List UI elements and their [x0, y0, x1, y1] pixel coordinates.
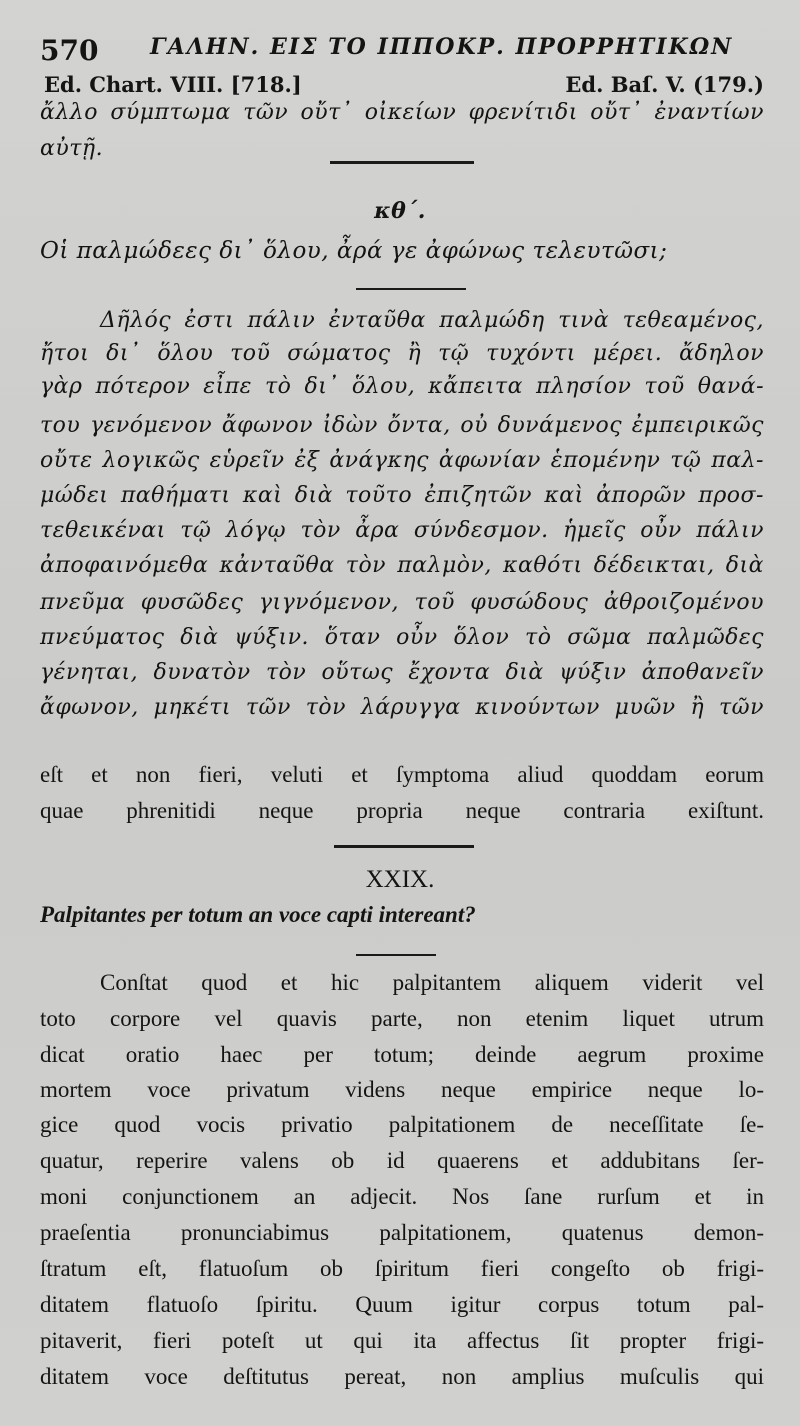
greek-commentary-line: ἀποφαινόμεθα κἀνταῦθα τὸν παλμὸν, καθότι δέδεικται, διὰ [40, 553, 764, 578]
section-divider [334, 845, 474, 848]
edition-reference-right: Ed. Baſ. V. (179.) [565, 72, 764, 97]
latin-commentary-line: dicat oratio haec per totum; deinde aegrum proxime [40, 1042, 764, 1067]
greek-commentary-line: πνεύματος διὰ ψύξιν. ὅταν οὖν ὅλον τὸ σῶμα παλμῶδες [40, 625, 764, 650]
page-number: 570 [40, 34, 99, 67]
aphorism-divider [356, 288, 466, 290]
latin-commentary-line: toto corpore vel quavis parte, non etenim liquet utrum [40, 1006, 764, 1031]
latin-intro-line: eſt et non fieri, veluti et ſymptoma aliud quoddam eorum [40, 762, 764, 787]
greek-commentary-line: ἄφωνον, μηκέτι τῶν τὸν λάρυγγα κινούντων μυῶν ἢ τῶν [40, 695, 764, 720]
latin-commentary-line: quatur, reperire valens ob id quaerens et addubitans ſer- [40, 1148, 764, 1173]
latin-intro-line: quae phrenitidi neque propria neque contraria exiſtunt. [40, 798, 764, 823]
greek-section-number: κθ΄. [374, 198, 426, 224]
greek-commentary-line: γένηται, δυνατὸν τὸν οὕτως ἔχοντα διὰ ψύξιν ἀποθανεῖν [40, 660, 764, 685]
greek-commentary-line: Δῆλός ἐστι πάλιν ἐνταῦθα παλμώδη τινὰ τεθεαμένος, [100, 308, 764, 333]
latin-commentary-line: moni conjunctionem an adjecit. Nos ſane rurſum et in [40, 1184, 764, 1209]
latin-commentary-line: Conſtat quod et hic palpitantem aliquem viderit vel [100, 970, 764, 995]
greek-intro-line: ἄλλο σύμπτωμα τῶν οὔτ᾽ οἰκείων φρενίτιδι οὔτ᾽ ἐναντίων [40, 100, 764, 125]
latin-commentary-line: mortem voce privatum videns neque empirice neque lo- [40, 1077, 764, 1102]
latin-aphorism: Palpitantes per totum an voce capti intereant? [40, 902, 476, 927]
aphorism-divider [356, 954, 436, 956]
latin-commentary-line: ſtratum eſt, flatuoſum ob ſpiritum fieri congeſto ob frigi- [40, 1256, 764, 1281]
greek-commentary-line: ἤτοι δι᾽ ὅλου τοῦ σώματος ἢ τῷ τυχόντι μέρει. ἄδηλον [40, 341, 764, 366]
latin-commentary-line: pitaverit, fieri poteſt ut qui ita affectus ſit propter frigi- [40, 1328, 764, 1353]
greek-commentary-line: τεθεικέναι τῷ λόγῳ τὸν ἆρα σύνδεσμον. ἡμεῖς οὖν πάλιν [40, 518, 764, 543]
latin-commentary-line: praeſentia pronunciabimus palpitationem, quatenus demon- [40, 1220, 764, 1245]
section-divider [330, 161, 474, 164]
latin-commentary-line: ditatem flatuoſo ſpiritu. Quum igitur corpus totum pal- [40, 1292, 764, 1317]
latin-section-number: XXIX. [365, 866, 435, 893]
greek-commentary-line: του γενόμενον ἄφωνον ἰδὼν ὄντα, οὐ δυνάμενος ἐμπειρικῶς [40, 413, 764, 438]
greek-commentary-line: γὰρ πότερον εἶπε τὸ δι᾽ ὅλου, κἄπειτα πλησίον τοῦ θανά- [40, 374, 764, 399]
greek-intro-line: αὐτῇ. [40, 136, 104, 161]
greek-commentary-line: πνεῦμα φυσῶδες γιγνόμενον, τοῦ φυσώδους ἀθροιζομένου [40, 590, 764, 615]
running-title: ΓΑΛΗΝ. ΕΙΣ ΤΟ ΙΠΠΟΚΡ. ΠΡΟΡΡΗΤΙΚΩΝ [150, 34, 734, 60]
greek-commentary-line: οὔτε λογικῶς εὑρεῖν ἐξ ἀνάγκης ἀφωνίαν ἑπομένην τῷ παλ- [40, 448, 764, 473]
greek-aphorism: Οἱ παλμώδεες δι᾽ ὅλου, ἆρά γε ἀφώνως τελευτῶσι; [40, 238, 668, 264]
edition-reference-left: Ed. Chart. VIII. [718.] [44, 72, 302, 97]
latin-commentary-line: gice quod vocis privatio palpitationem de neceſſitate ſe- [40, 1112, 764, 1137]
greek-commentary-line: μώδει παθήματι καὶ διὰ τοῦτο ἐπιζητῶν καὶ ἀπορῶν προσ- [40, 483, 764, 508]
latin-commentary-line: ditatem voce deſtitutus pereat, non amplius muſculis qui [40, 1364, 764, 1389]
